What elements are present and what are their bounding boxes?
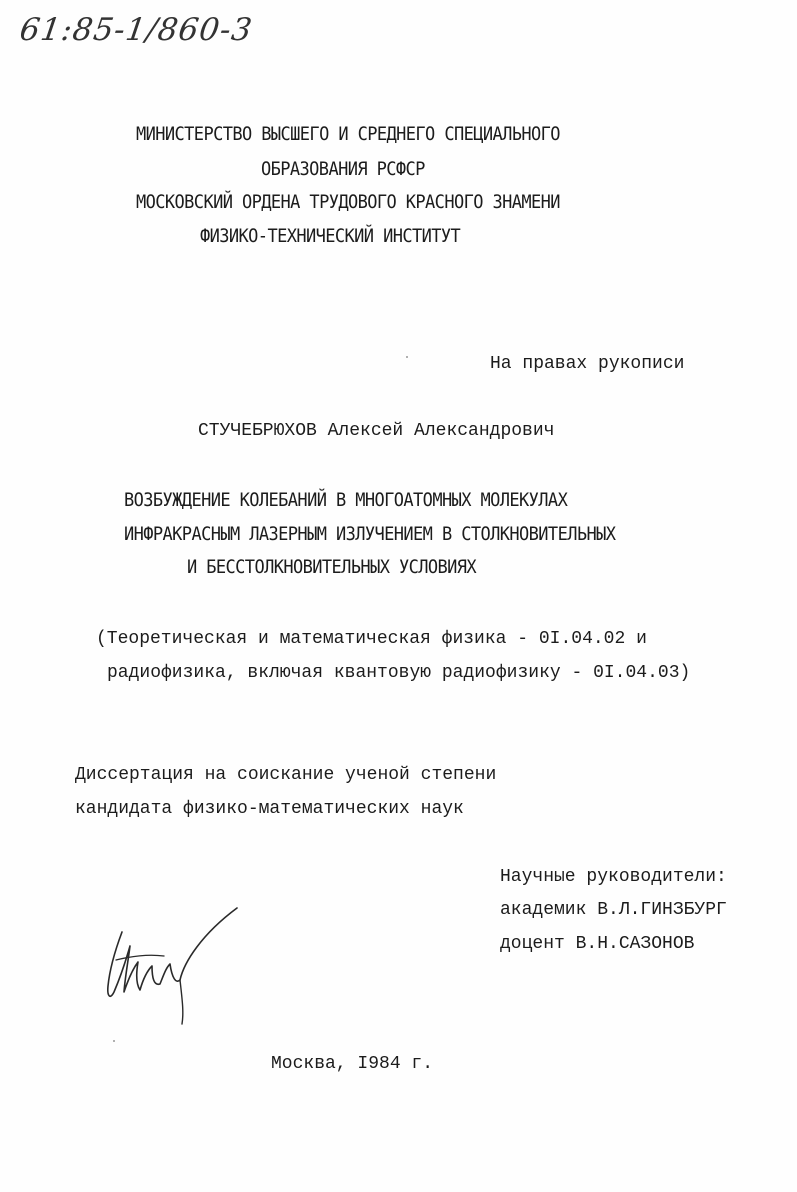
stray-mark [113, 1040, 115, 1042]
institute-line-2: ФИЗИКО-ТЕХНИЧЕСКИЙ ИНСТИТУТ [200, 225, 461, 248]
stray-mark [406, 356, 408, 358]
author-name: СТУЧЕБРЮХОВ Алексей Александрович [198, 421, 555, 441]
author-signature [92, 900, 252, 1050]
specialty-line-1: (Теоретическая и математическая физика - 0I.04.02 и [96, 629, 647, 649]
title-line-3: И БЕССТОЛКНОВИТЕЛЬНЫХ УСЛОВИЯХ [187, 556, 477, 579]
degree-line-2: кандидата физико-математических наук [75, 799, 464, 819]
manuscript-note: На правах рукописи [490, 354, 685, 374]
specialty-line-2: радиофизика, включая квантовую радиофизику - 0I.04.03) [107, 663, 691, 683]
supervisor-2: доцент В.Н.САЗОНОВ [500, 934, 695, 954]
institute-line-1: МОСКОВСКИЙ ОРДЕНА ТРУДОВОГО КРАСНОГО ЗНАМЕНИ [136, 191, 560, 214]
ministry-line-1: МИНИСТЕРСТВО ВЫСШЕГО И СРЕДНЕГО СПЕЦИАЛЬНОГО [136, 123, 560, 146]
archive-code: 61:85-1/860-3 [17, 12, 255, 48]
supervisor-1: академик В.Л.ГИНЗБУРГ [500, 900, 727, 920]
title-line-1: ВОЗБУЖДЕНИЕ КОЛЕБАНИЙ В МНОГОАТОМНЫХ МОЛЕКУЛАХ [124, 489, 568, 512]
ministry-line-2: ОБРАЗОВАНИЯ РСФСР [261, 158, 425, 181]
degree-line-1: Диссертация на соискание ученой степени [75, 765, 497, 785]
title-line-2: ИНФРАКРАСНЫМ ЛАЗЕРНЫМ ИЗЛУЧЕНИЕМ В СТОЛКНОВИТЕЛЬНЫХ [124, 523, 616, 546]
place-and-year: Москва, I984 г. [271, 1054, 434, 1074]
supervisors-heading: Научные руководители: [500, 867, 727, 887]
